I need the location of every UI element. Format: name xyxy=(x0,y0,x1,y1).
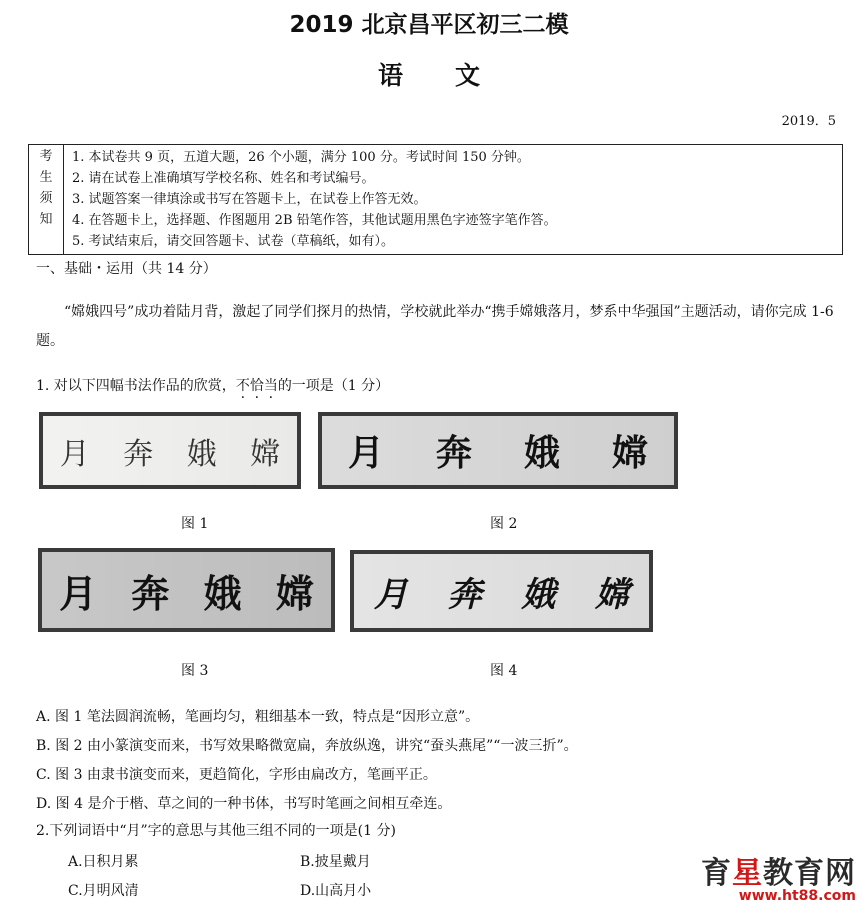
emph-char: 恰 xyxy=(249,378,264,394)
watermark-url: www.ht88.com xyxy=(738,888,856,904)
watermark-star: 星 xyxy=(732,856,763,891)
calligraphy-char: 嫦 xyxy=(595,574,630,615)
figure-caption: 图 1 xyxy=(181,516,209,532)
calligraphy-char: 嫦 xyxy=(250,436,281,472)
calligraphy-char: 月 xyxy=(59,571,98,616)
watermark-text: 教育网 xyxy=(763,856,856,891)
calligraphy-figure-1 xyxy=(39,412,301,489)
calligraphy-char: 奔 xyxy=(131,571,170,616)
option-d: D. 图 4 是介于楷、草之间的一种书体，书写时笔画之间相互牵连。 xyxy=(36,796,452,812)
option-c: C. 图 3 由隶书演变而来，更趋简化，字形由扁改方，笔画平正。 xyxy=(36,767,437,783)
choice-b: B.披星戴月 xyxy=(300,854,371,870)
calligraphy-char: 娥 xyxy=(521,574,556,615)
q1-emphasis xyxy=(236,378,278,394)
notice-label-char: 须 xyxy=(39,191,53,206)
notice-item: 1. 本试卷共 9 页，五道大题，26 个小题，满分 100 分。考试时间 150 分钟。 xyxy=(72,150,530,165)
subject-title: 语文 xyxy=(377,61,532,90)
watermark-logo xyxy=(646,848,856,892)
notice-items xyxy=(64,145,843,255)
question-1-stem xyxy=(36,375,389,395)
watermark-text: 育 xyxy=(701,856,732,891)
intro-paragraph: “嫦娥四号”成功着陆月背，激起了同学们探月的热情，学校就此举办“携手嫦娥落月，梦系中华强国”主题活动，请你完成 1-6 题。 xyxy=(36,304,834,349)
notice-label-char: 知 xyxy=(39,212,53,227)
choice-c: C.月明风清 xyxy=(68,883,139,899)
notice-item: 3. 试题答案一律填涂或书写在答题卡上，在试卷上作答无效。 xyxy=(72,192,427,207)
notice-item: 5. 考试结束后，请交回答题卡、试卷（草稿纸，如有）。 xyxy=(72,234,395,249)
emph-char: 当 xyxy=(263,378,278,394)
calligraphy-char: 奔 xyxy=(447,574,482,615)
q1-suffix: 的一项是（1 分） xyxy=(277,378,390,394)
q1-prefix: 1. 对以下四幅书法作品的欣赏， xyxy=(36,378,236,394)
option-a: A. 图 1 笔法圆润流畅，笔画均匀，粗细基本一致，特点是“因形立意”。 xyxy=(36,709,480,725)
notice-label xyxy=(29,145,64,255)
choice-a: A.日积月累 xyxy=(68,854,139,870)
figure-caption: 图 3 xyxy=(181,663,209,679)
figure-caption: 图 2 xyxy=(490,516,518,532)
watermark xyxy=(646,848,856,904)
figure-caption: 图 4 xyxy=(490,663,518,679)
exam-date: 2019．5 xyxy=(781,114,836,129)
calligraphy-char: 娥 xyxy=(523,433,560,474)
question-2-stem: 2.下列词语中“月”字的意思与其他三组不同的一项是(1 分) xyxy=(36,823,396,839)
page-title: 2019 北京昌平区初三二模 xyxy=(289,12,569,38)
notice-table xyxy=(28,144,843,255)
calligraphy-figure-2 xyxy=(318,412,678,489)
calligraphy-char: 嫦 xyxy=(275,571,314,616)
calligraphy-char: 娥 xyxy=(186,436,217,472)
calligraphy-char: 月 xyxy=(347,433,384,474)
calligraphy-char: 奔 xyxy=(435,433,472,474)
calligraphy-char: 娥 xyxy=(203,571,242,616)
calligraphy-char: 月 xyxy=(59,436,90,472)
notice-label-char: 考 xyxy=(39,149,53,164)
notice-item: 2. 请在试卷上准确填写学校名称、姓名和考试编号。 xyxy=(72,171,375,186)
emph-char: 不 xyxy=(235,378,250,394)
calligraphy-char: 嫦 xyxy=(611,433,648,474)
notice-item: 4. 在答题卡上，选择题、作图题用 2B 铅笔作答，其他试题用黑色字迹签字笔作答。 xyxy=(72,213,557,228)
calligraphy-figure-3 xyxy=(38,548,335,632)
calligraphy-char: 奔 xyxy=(123,436,154,472)
notice-label-char: 生 xyxy=(39,170,53,185)
section-heading: 一、基础・运用（共 14 分） xyxy=(36,261,217,277)
calligraphy-char: 月 xyxy=(373,574,408,615)
option-b: B. 图 2 由小篆演变而来，书写效果略微宽扁，奔放纵逸，讲究“蚕头燕尾”“一波三折”。 xyxy=(36,738,578,754)
calligraphy-figure-4 xyxy=(350,550,653,632)
choice-d: D.山高月小 xyxy=(300,883,372,899)
